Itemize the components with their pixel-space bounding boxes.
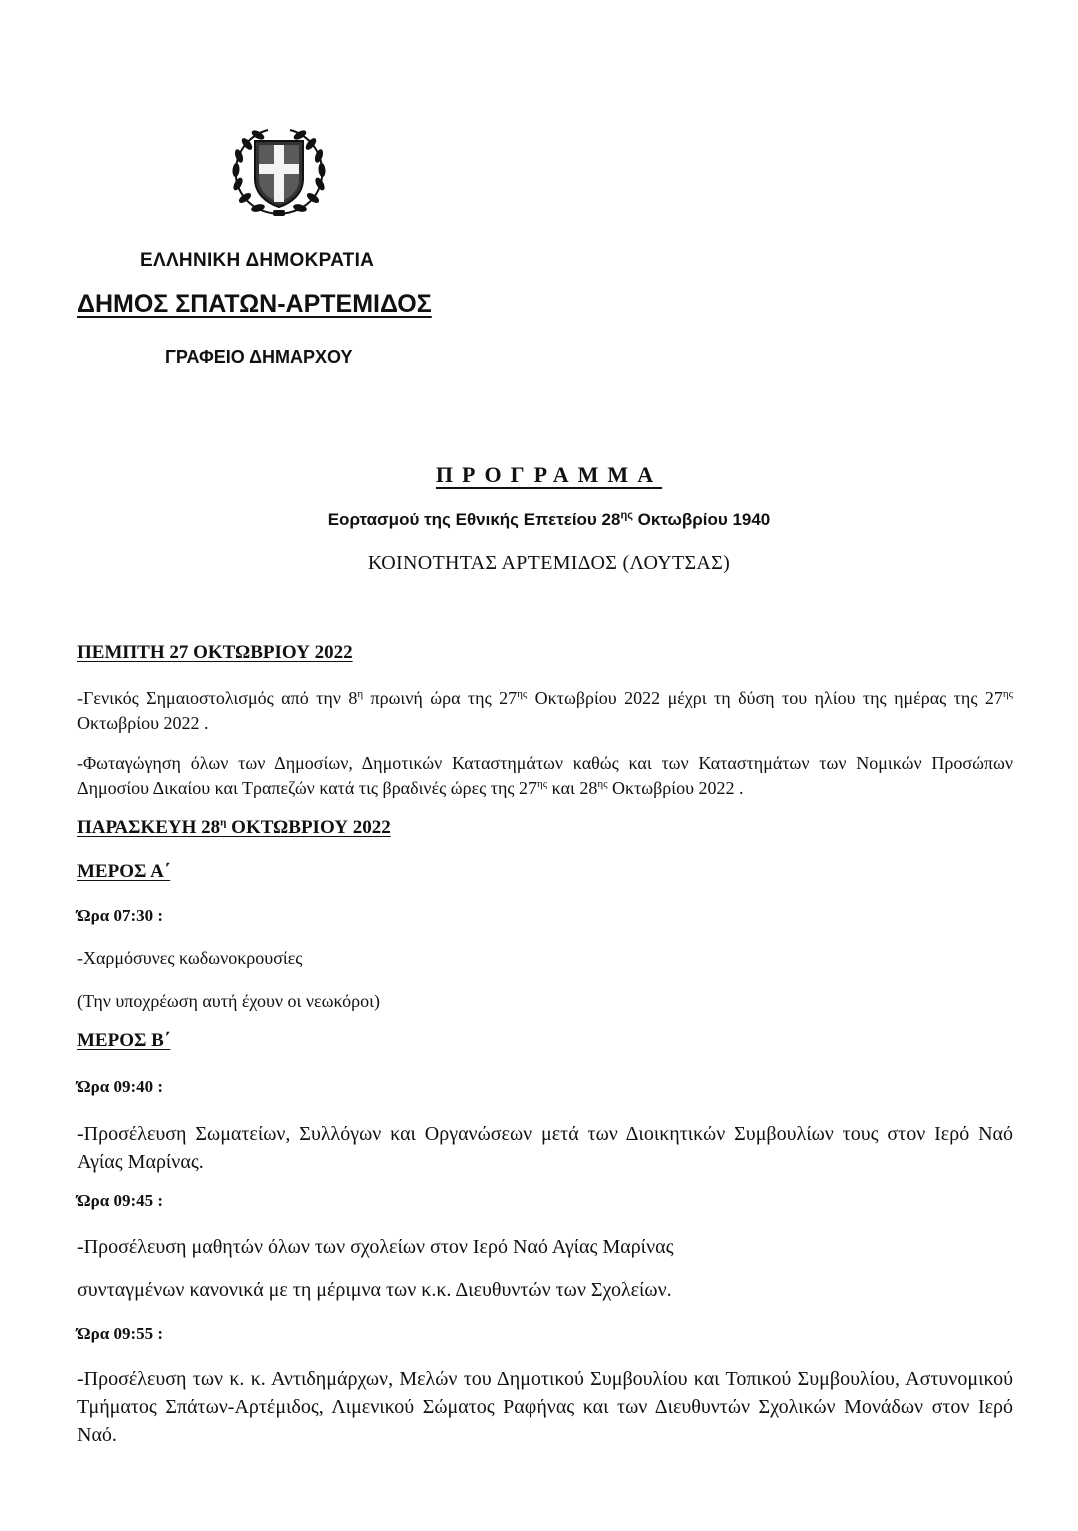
part-b-time-0945: Ώρα 09:45 :: [77, 1191, 164, 1210]
part-b-text-0955: -Προσέλευση των κ. κ. Αντιδημάρχων, Μελών του Δημοτικού Συμβουλίου και Τοπικού Συμβουλίου, Αστυνομικού Τμήματος Σπάτων-Αρτέμιδος, Λιμενικού Σώματος Ραφήνας και των Διευθυντών Σχολικών Μονάδων στον Ιερό Ναό.: [77, 1368, 1013, 1446]
document-title: ΠΡΟΓΡΑΜΜΑ: [435, 462, 663, 487]
part-b-time-0955: Ώρα 09:55 :: [77, 1324, 164, 1343]
part-b-text-0940: -Προσέλευση Σωματείων, Συλλόγων και Οργανώσεων μετά των Διοικητικών Συμβουλίων τους στον Ιερό Ναό Αγίας Μαρίνας.: [77, 1123, 1013, 1173]
office-heading: ΓΡΑΦΕΙΟ ΔΗΜΑΡΧΟΥ: [165, 347, 353, 367]
part-b-text-0945-line-2: συνταγμένων κανονικά με τη μέριμνα των κ.κ. Διευθυντών των Σχολείων.: [77, 1279, 672, 1301]
thursday-paragraph-2: -Φωταγώγηση όλων των Δημοσίων, Δημοτικών Καταστημάτων καθώς και των Καταστημάτων των Νομικών Προσώπων Δημοσίου Δικαίου και Τραπεζών κατά τις βραδινές ώρες της $27^{\eta\varsigma}$ και $28^{\eta\varsigma}$ Οκτωβρίου 2022 .: [77, 753, 1013, 798]
document-subtitle: Εορτασμού της Εθνικής Επετείου $28^{\eta\varsigma}$ Οκτωβρίου 1940: [327, 509, 771, 529]
republic-heading: ΕΛΛΗΝΙΚΗ ΔΗΜΟΚΡΑΤΙΑ: [140, 250, 375, 271]
thursday-paragraph-1: -Γενικός Σημαιοστολισμός από την $8^\eta$ πρωινή ώρα της $27^{\eta\varsigma}$ Οκτωβρίου 2022 μέχρι τη δύση του ηλίου της ημέρας της $27^{\eta\varsigma}$ Οκτωβρίου 2022 .: [77, 688, 1013, 733]
part-a-time-0730: Ώρα 07:30 :: [77, 906, 164, 925]
coat-of-arms-icon: [228, 124, 330, 220]
part-a-heading: ΜΕΡΟΣ Α΄: [77, 861, 171, 882]
part-a-line-2: (Την υποχρέωση αυτή έχουν οι νεωκόροι): [77, 991, 380, 1011]
part-a-line-1: -Χαρμόσυνες κωδωνοκρουσίες: [77, 948, 303, 968]
part-b-time-0940: Ώρα 09:40 :: [77, 1077, 164, 1096]
municipality-heading: ΔΗΜΟΣ ΣΠΑΤΩΝ-ΑΡΤΕΜΙΔΟΣ: [77, 290, 432, 318]
friday-heading: ΠΑΡΑΣΚΕΥΗ $28^\eta$ ΟΚΤΩΒΡΙΟΥ 2022: [77, 816, 391, 838]
part-b-text-0945-line-1: -Προσέλευση μαθητών όλων των σχολείων στον Ιερό Ναό Αγίας Μαρίνας: [77, 1236, 674, 1258]
thursday-heading: ΠΕΜΠΤΗ 27 ΟΚΤΩΒΡΙΟΥ 2022: [77, 642, 353, 663]
community-heading: ΚΟΙΝΟΤΗΤΑΣ ΑΡΤΕΜΙΔΟΣ (ΛΟΥΤΣΑΣ): [367, 552, 731, 574]
part-b-heading: ΜΕΡΟΣ Β΄: [77, 1030, 171, 1051]
